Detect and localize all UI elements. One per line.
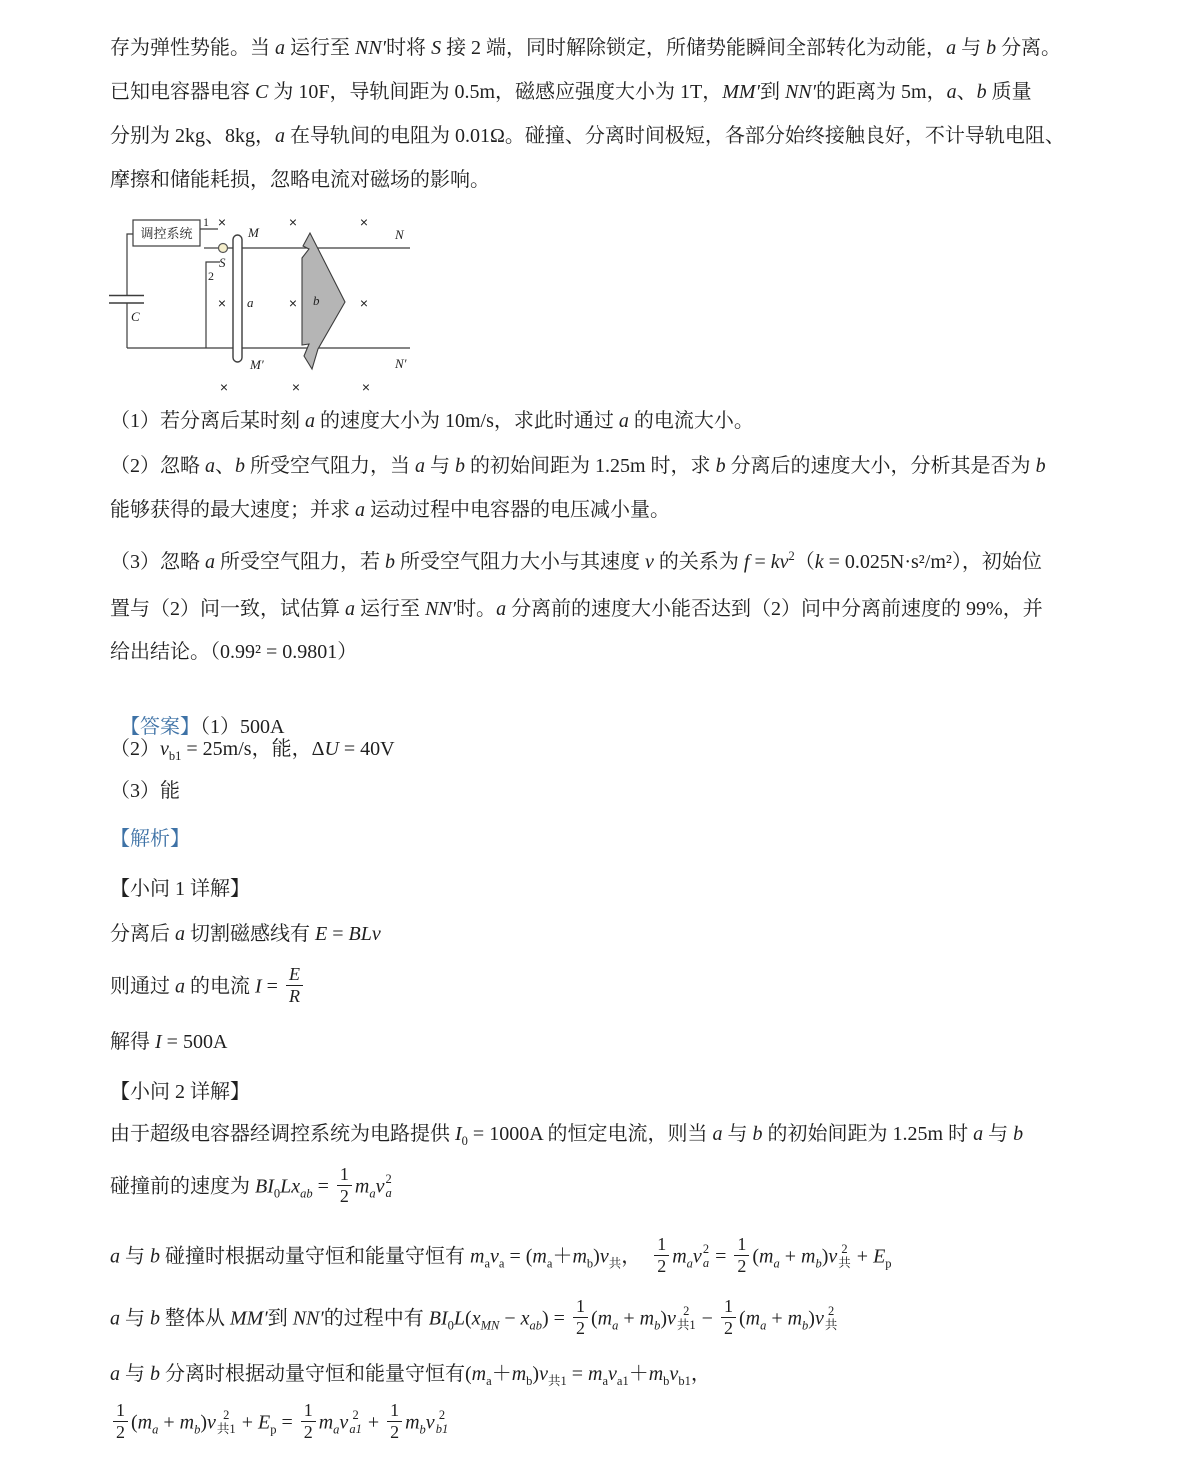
answer-line-2: $(2)v_{b1} = 25m/s$，能，ΔU = 40V	[110, 738, 395, 763]
field-cross-icon: ×	[217, 214, 227, 230]
intro-line-2: 已知电容器电容 C 为 10F，导轨间距为 0.5m，磁感应强度大小为 1T，MM′到 NN′的距离为 5m，a、b 质量	[110, 81, 1032, 103]
analysis-line-3: 解得 I = 500A	[110, 1031, 228, 1053]
analysis-line-9: $\frac{1}{2}$ $(m_a + m_b)v$ 2 共1 + $E_p$ = $\frac{1}{2}$ $m_av$ 2 a1 + $\frac{1}{2}$ $m_bv$ 2 b1	[110, 1402, 449, 1445]
rail-label-m-prime: M′	[250, 357, 264, 372]
answer-line-1	[110, 690, 284, 740]
block-b-label: b	[313, 293, 320, 308]
analysis-line-6: a 与 b 碰撞时根据动量守恒和能量守恒有 $m_av_a = (m_a+m_b)v_共$， $\frac{1}{2}$ $m_av$ 2 a = $\frac{1}{2}$ $(m_a + m_b)v$ 2 共 + $E_p$	[110, 1234, 892, 1277]
switch-label: S	[219, 255, 226, 270]
rail-label-m: M	[248, 225, 259, 240]
terminal-1-label: 1	[203, 215, 209, 229]
answer-line-3: （3）能	[110, 780, 180, 802]
field-cross-icon: ×	[359, 295, 369, 311]
analysis-line-2: 则通过 a 的电流 I = $\frac{E}{R}$	[110, 966, 306, 1009]
control-system-label: 调控系统	[140, 226, 193, 241]
field-cross-icon: ×	[288, 214, 298, 230]
intro-line-4: 摩擦和储能耗损，忽略电流对磁场的影响。	[110, 169, 490, 191]
analysis-part1-heading: 【小问 1 详解】	[110, 878, 250, 900]
field-cross-icon: ×	[288, 295, 298, 311]
question-1: （1）若分离后某时刻 a 的速度大小为 10m/s，求此时通过 a 的电流大小。	[110, 410, 754, 432]
intro-line-1: 存为弹性势能。当 a 运行至 NN′时将 S 接 2 端，同时解除锁定，所储势能瞬间全部转化为动能，a 与 b 分离。	[110, 37, 1062, 59]
field-cross-icon: ×	[217, 295, 227, 311]
analysis-part2-heading: 【小问 2 详解】	[110, 1081, 250, 1103]
rod-a	[233, 235, 242, 362]
question-3-line-1: （3）忽略 a 所受空气阻力，若 b 所受空气阻力大小与其速度 v 的关系为 $f = kv^2(k = 0.025N\cdot s^2/m^2)$，初始位	[110, 549, 1042, 573]
analysis-line-1: 分离后 a 切割磁感线有 E = BLv	[110, 923, 381, 945]
answer-1-value: （1）500A	[200, 716, 285, 738]
intro-line-3: 分别为 2kg、8kg，a 在导轨间的电阻为 0.01Ω。碰撞、分离时间极短，各部分始终接触良好，不计导轨电阻、	[110, 125, 1065, 147]
rod-a-label: a	[247, 295, 254, 310]
rail-label-n: N	[395, 227, 404, 242]
question-2-line-2: 能够获得的最大速度；并求 a 运动过程中电容器的电压减小量。	[110, 499, 670, 521]
analysis-line-5: 碰撞前的速度为 $BI_0Lx_{ab}$ = $\frac{1}{2}$ $m_av$ 2 a	[110, 1164, 392, 1207]
field-cross-icon: ×	[361, 379, 371, 395]
field-cross-icon: ×	[359, 214, 369, 230]
circuit-diagram	[106, 210, 428, 406]
capacitor-label: C	[131, 309, 140, 324]
block-b	[302, 233, 345, 369]
field-cross-icon: ×	[219, 379, 229, 395]
wire-left-top	[127, 234, 133, 295]
field-cross-icon: ×	[291, 379, 301, 395]
rail-label-n-prime: N′	[395, 356, 407, 371]
switch-pivot	[219, 244, 228, 253]
analysis-line-8: a 与 b 分离时根据动量守恒和能量守恒有$(m_a+m_b)v_{共1} = m_av_{a1}+m_bv_{b1}$，	[110, 1363, 711, 1388]
question-2-line-1: （2）忽略 a、b 所受空气阻力，当 a 与 b 的初始间距为 1.25m 时，求 b 分离后的速度大小，分析其是否为 b	[110, 455, 1046, 477]
terminal-2-label: 2	[208, 269, 214, 283]
question-3-line-2: 置与（2）问一致，试估算 a 运行至 NN′时。a 分离前的速度大小能否达到（2）问中分离前速度的 99%，并	[110, 598, 1043, 620]
analysis-line-4: 由于超级电容器经调控系统为电路提供 $I_0 = 1000A$ 的恒定电流，则当 a 与 b 的初始间距为 1.25m 时 a 与 b	[110, 1123, 1024, 1148]
analysis-label: 【解析】	[110, 828, 190, 850]
answer-label: 【答案】	[120, 716, 200, 738]
question-3-line-3: 给出结论。（0.99² = 0.9801）	[110, 641, 358, 663]
analysis-line-7: a 与 b 整体从 MM′到 NN′的过程中有 $BI_0L(x_{MN} - x_{ab})$ = $\frac{1}{2}$ $(m_a + m_b)v$ 2 共1 − $\frac{1}{2}$ $(m_a + m_b)v$ 2 共	[110, 1296, 838, 1339]
